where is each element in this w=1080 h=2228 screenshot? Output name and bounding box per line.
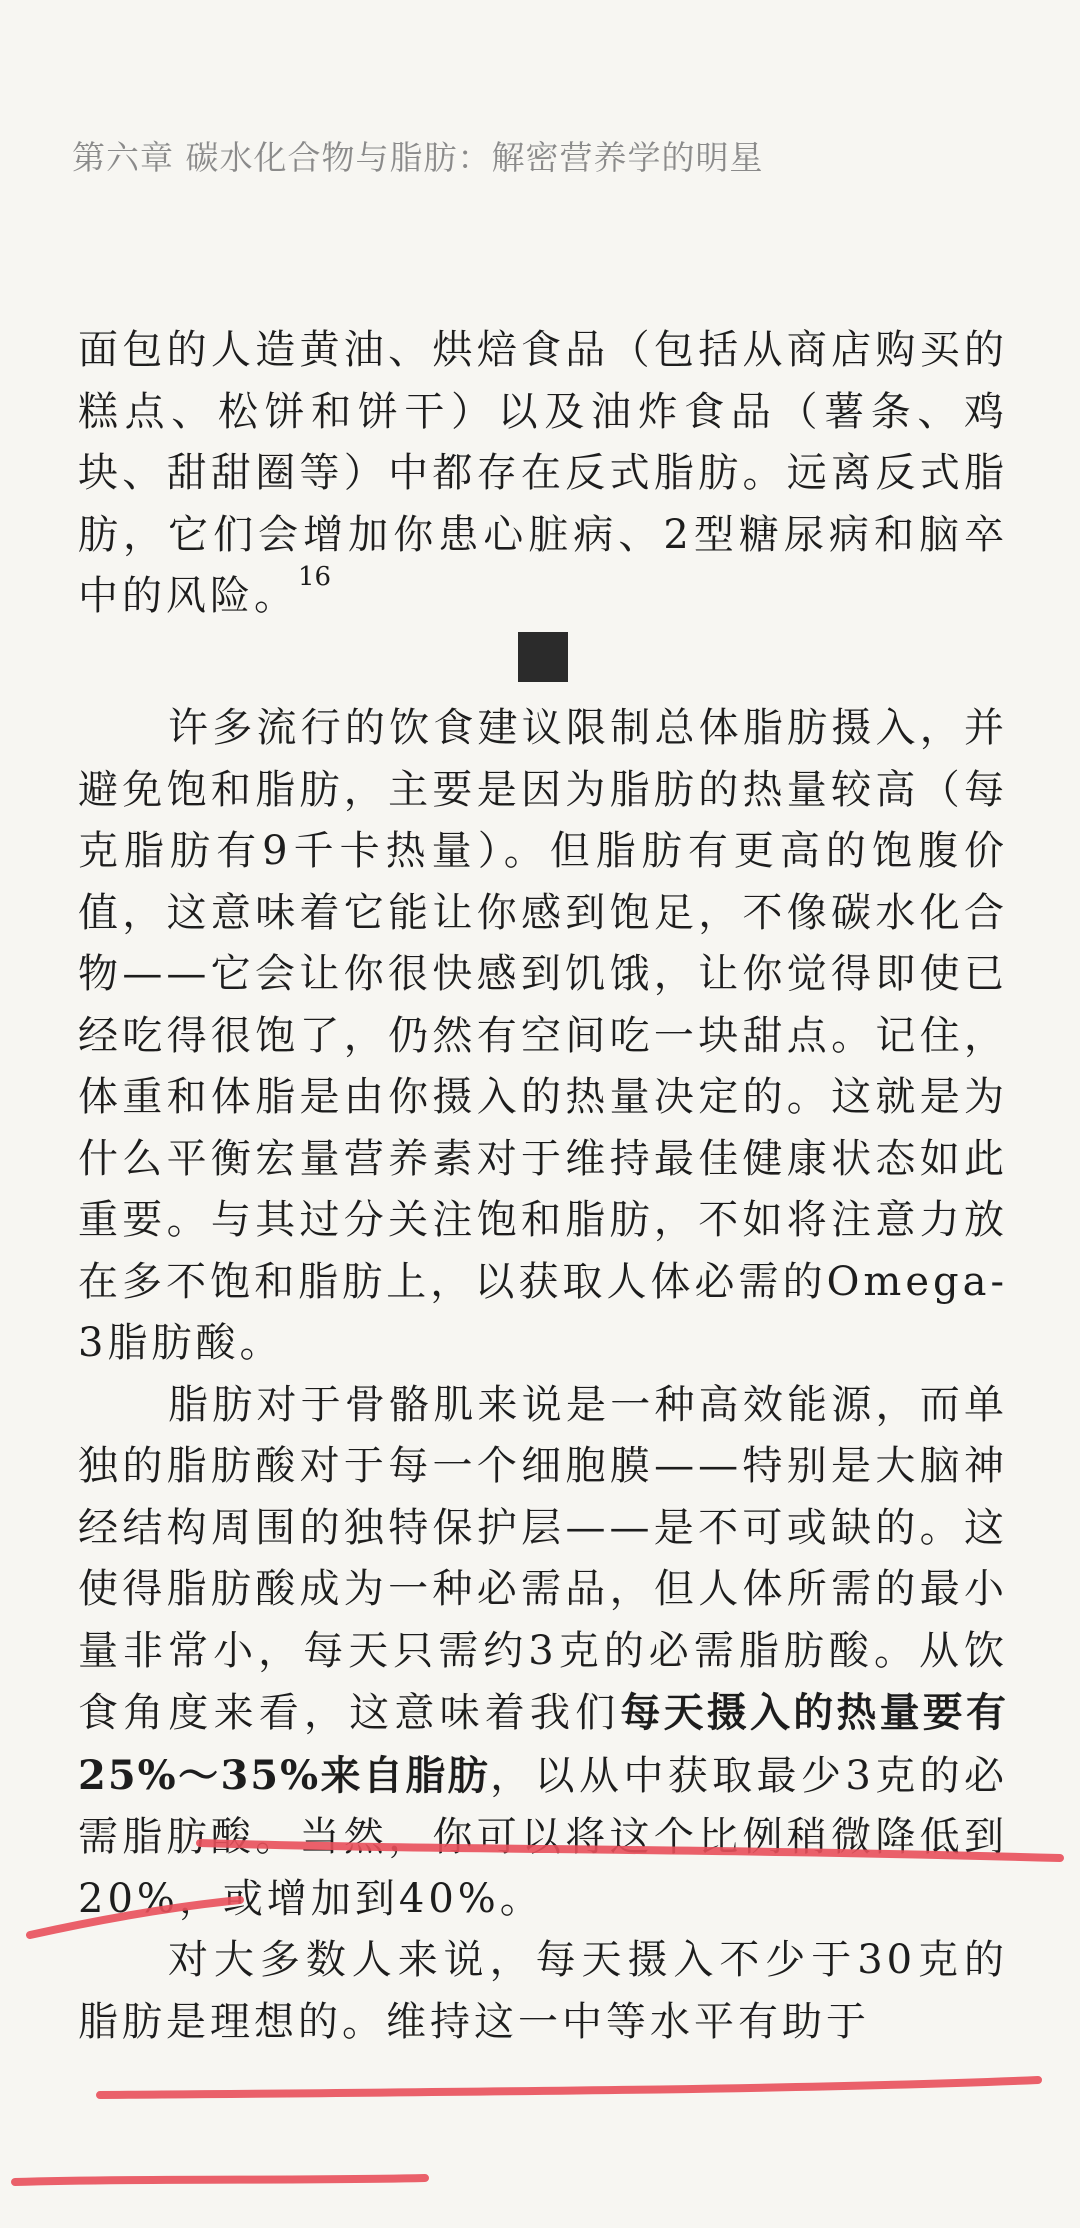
footnote-ref[interactable]: 16 <box>298 562 332 592</box>
bold-highlight-fat-ratio: 每天摄入的热量要有25%～35%来自脂肪 <box>78 1689 1009 1799</box>
black-square-icon <box>518 632 568 682</box>
trans-fat-paragraph: 面包的人造黄油、烘焙食品（包括从商店购买的糕点、松饼和饼干）以及油炸食品（薯条、鸡块、甜甜圈等）中都存在反式脂肪。远离反式脂肪，它们会增加你患心脏病、2型糖尿病和脑卒中的风险。 <box>78 327 1008 619</box>
section-continued-text <box>78 320 1008 628</box>
chapter-title: 第六章 碳水化合物与脂肪：解密营养学的明星 <box>72 138 764 177</box>
paragraph-fat-energy <box>78 1375 1008 1931</box>
paragraph-fat-energy-end: ，以从中获取最少3克的必需脂肪酸。当然，你可以将这个比例稍微降低到20%，或增加到40%。 <box>78 1752 1009 1922</box>
main-body-text <box>78 698 1008 2053</box>
paragraph-fat-energy-start: 脂肪对于骨骼肌来说是一种高效能源，而单独的脂肪酸对于每一个细胞膜——特别是大脑神经结构周围的独特保护层——是不可或缺的。这使得脂肪酸成为一种必需品，但人体所需的最小量非常小，每天只需约3克的必需脂肪酸。从饮食角度来看，这意味着我们 <box>78 1381 1008 1736</box>
paragraph-daily-fat: 对大多数人来说，每天摄入不少于30克的脂肪是理想的。维持这一中等水平有助于 <box>78 1937 1008 2045</box>
underline-stroke-4 <box>15 2178 425 2182</box>
paragraph-fat-satiety: 许多流行的饮食建议限制总体脂肪摄入，并避免饱和脂肪，主要是因为脂肪的热量较高（每克脂肪有9千卡热量）。但脂肪有更高的饱腹价值，这意味着它能让你感到饱足，不像碳水化合物——它会让你很快感到饥饿，让你觉得即使已经吃得很饱了，仍然有空间吃一块甜点。记住，体重和体脂是由你摄入的热量决定的。这就是为什么平衡宏量营养素对于维持最佳健康状态如此重要。与其过分关注饱和脂肪，不如将注意力放在多不饱和脂肪上，以获取人体必需的Omega-3脂肪酸。 <box>78 705 1008 1366</box>
underline-stroke-3 <box>100 2080 1038 2095</box>
